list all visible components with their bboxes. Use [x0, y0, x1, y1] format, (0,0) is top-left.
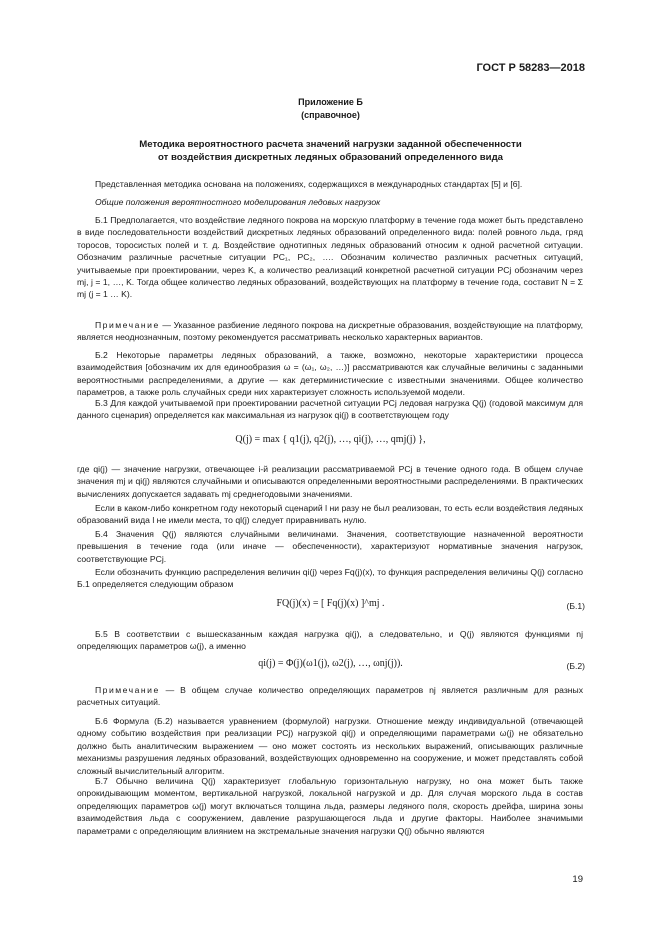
- formula-b1: FQ(j)(x) = [ Fq(j)(x) ]^mj .: [276, 598, 385, 609]
- appendix-subtitle: (справочное): [301, 110, 360, 120]
- paragraph-b1: Б.1 Предполагается, что воздействие ледяного покрова на морскую платформу в течение года может быть представлено в виде последовательности воздействий дискретных ледяных образований определенного вида: полей ровного льда, гряд торосов, торосистых полей и т. д. Воздействие однотипных ледяных образований относим к одной расчетной ситуации. Обозначим различные расчетные ситуации PC₁, PC₂, …. Обозначим количество различных расчетных ситуаций, учитываемые при проектировании, через K, а количество реализаций конкретной расчетной ситуации PCj обозначим через mj, j = 1, …, K. Тогда общее количество ледяных образований, воздействующих на платформу в течение года, составит N = Σ mj (j = 1 … K).: [77, 215, 583, 300]
- formula-max: Q(j) = max { q1(j), q2(j), …, qi(j), …, qmj(j) },: [235, 434, 426, 445]
- note-2: Примечание — В общем случае количество определяющих параметров nj является различным для разных расчетных ситуаций.: [77, 685, 583, 708]
- paragraph-b3: Б.3 Для каждой учитываемой при проектировании расчетной ситуации PCj ледовая нагрузка Q(j) (годовой максимум для данного сценария) определяется как максимальная из нагрузок qi(j) в соответствующем году: [77, 398, 583, 421]
- section-heading-line2: от воздействия дискретных ледяных образований определенного вида: [157, 152, 504, 163]
- standard-number: ГОСТ Р 58283—2018: [476, 62, 585, 74]
- paragraph-b3-cont2: Если в каком-либо конкретном году некоторый сценарий l ни разу не был реализован, то есть если воздействия ледяных образований вида l не имели места, то ql(j) следует приравнивать нулю.: [77, 503, 583, 526]
- note-label: Примечание: [95, 685, 160, 695]
- note-1: Примечание — Указанное разбиение ледяного покрова на дискретные образования, воздействующие на платформу, является неоднозначным, поэтому рекомендуется рассматривать несколько характерных вариантов.: [77, 320, 583, 343]
- paragraph-b2: Б.2 Некоторые параметры ледяных образований, а также, возможно, некоторые характеристики процесса взаимодействия [обозначим их для единообразия ω = (ω₁, ω₂, …)] рассматриваются как случайные величины с заданными вероятностными распределениями, а другие — как детерминистические с известными значениями. Общее количество параметров, а также роль случайных среди них характеризует сложность используемой модели.: [77, 350, 583, 398]
- paragraph-b3-cont: где qi(j) — значение нагрузки, отвечающее i-й реализации рассматриваемой PCj в течение одного года. В общем случае значения mj и qi(j) являются случайными и описываются определенными вероятностными распределениями. В практических вычислениях допускается задавать mj среднегодовыми значениями.: [77, 464, 583, 499]
- page-number: 19: [572, 874, 583, 885]
- intro-paragraph: Представленная методика основана на положениях, содержащихся в международных стандартах [5] и [6].: [95, 179, 523, 189]
- note-label: Примечание: [95, 320, 160, 330]
- paragraph-b5: Б.5 В соответствии с вышесказанным каждая нагрузка qi(j), а следовательно, и Q(j) являются функциями nj определяющих параметров ω(j), а именно: [77, 629, 583, 652]
- formula-b1-number: (Б.1): [566, 601, 585, 611]
- formula-b2: qi(j) = Φ(j)(ω1(j), ω2(j), …, ωnj(j)).: [258, 658, 403, 669]
- formula-b2-number: (Б.2): [566, 661, 585, 671]
- appendix-title: Приложение Б: [298, 97, 363, 107]
- paragraph-b4-cont: Если обозначить функцию распределения величин qi(j) через Fq(j)(x), то функция распределения величины Q(j) согласно Б.1 определяется следующим образом: [77, 567, 583, 590]
- paragraph-b6: Б.6 Формула (Б.2) называется уравнением (формулой) нагрузки. Отношение между индивидуальной (отвечающей одному событию воздействия при реализации PCj) нагрузкой qi(j) и определяющими параметрами ω(j) не обязательно должно быть аналитическим выражением — оно может состоять из нескольких выражений, описывающих различные механизмы разрушения ледяных образований, воздействующих одновременно на сооружение, и может представлять собой сложный вычислительный алгоритм.: [77, 716, 583, 776]
- paragraph-b7: Б.7 Обычно величина Q(j) характеризует глобальную горизонтальную нагрузку, но она может быть также опрокидывающим моментом, вертикальной нагрузкой, локальной нагрузкой и др. Для случая морского льда в состав определяющих параметров ω(j) могут включаться толщина льда, размеры ледяного поля, скорость дрейфа, ширина зоны взаимодействия льда с сооружением, давление разрушающегося льда и другие факторы. Наиболее значимыми параметрами с определяющим влиянием на экстремальные значения нагрузки Q(j) обычно являются: [77, 776, 583, 836]
- subheading: Общие положения вероятностного моделирования ледовых нагрузок: [95, 197, 381, 207]
- paragraph-b4: Б.4 Значения Q(j) являются случайными величинами. Значения, соответствующие назначенной вероятности превышения в течение года (или иначе — обеспеченности), характеризуют нормативные значения нагрузок, соответствующие PCj.: [77, 529, 583, 564]
- section-heading-line1: Методика вероятностного расчета значений нагрузки заданной обеспеченности: [139, 139, 522, 150]
